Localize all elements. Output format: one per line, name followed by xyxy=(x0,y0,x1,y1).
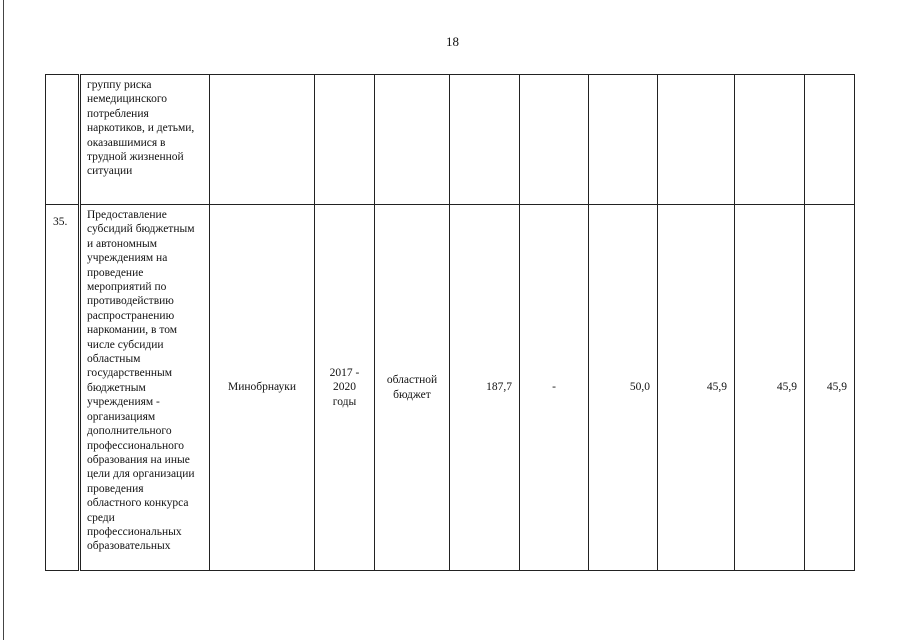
year-cell-4 xyxy=(735,75,805,205)
page-number: 18 xyxy=(446,34,459,49)
executor-text: Минобрнауки xyxy=(227,381,297,394)
executor-cell xyxy=(210,205,315,571)
measure-description xyxy=(80,75,210,205)
measure-text: Предоставление субсидий бюджетным и автономным учреждениям на проведение мероприятий по противодействию распространению наркомании, в том числе субсидии областным государственным бюджетным учреждениям - организациям дополнительного профессионального образования на иные цели для организации проведения областного конкурса среди профессиональных образовательных xyxy=(87,209,195,553)
source-text: областной бюджет xyxy=(386,374,438,401)
program-table xyxy=(45,74,855,571)
row-number xyxy=(46,75,80,205)
measure-text: группу риска немедицинского потребления наркотиков, и детьми, оказавшимися в трудной жизненной ситуации xyxy=(87,79,195,178)
source-cell xyxy=(375,75,450,205)
year-cell-3 xyxy=(658,75,735,205)
executor-cell xyxy=(210,75,315,205)
year-cell-4: 45,9 xyxy=(735,205,805,571)
year-cell-2 xyxy=(589,75,658,205)
measure-description xyxy=(80,205,210,571)
year-cell-5: 45,9 xyxy=(805,205,855,571)
table-row xyxy=(46,205,855,571)
page-left-edge xyxy=(3,0,4,640)
period-cell xyxy=(315,205,375,571)
period-cell xyxy=(315,75,375,205)
table-row xyxy=(46,75,855,205)
row-number: 35. xyxy=(46,205,80,571)
year-cell-1 xyxy=(520,75,589,205)
year-cell-1: - xyxy=(520,205,589,571)
total-cell: 187,7 xyxy=(450,205,520,571)
year-cell-3: 45,9 xyxy=(658,205,735,571)
source-cell xyxy=(375,205,450,571)
year-cell-2: 50,0 xyxy=(589,205,658,571)
period-text: 2017 - 2020 годы xyxy=(329,366,360,408)
year-cell-5 xyxy=(805,75,855,205)
total-cell xyxy=(450,75,520,205)
